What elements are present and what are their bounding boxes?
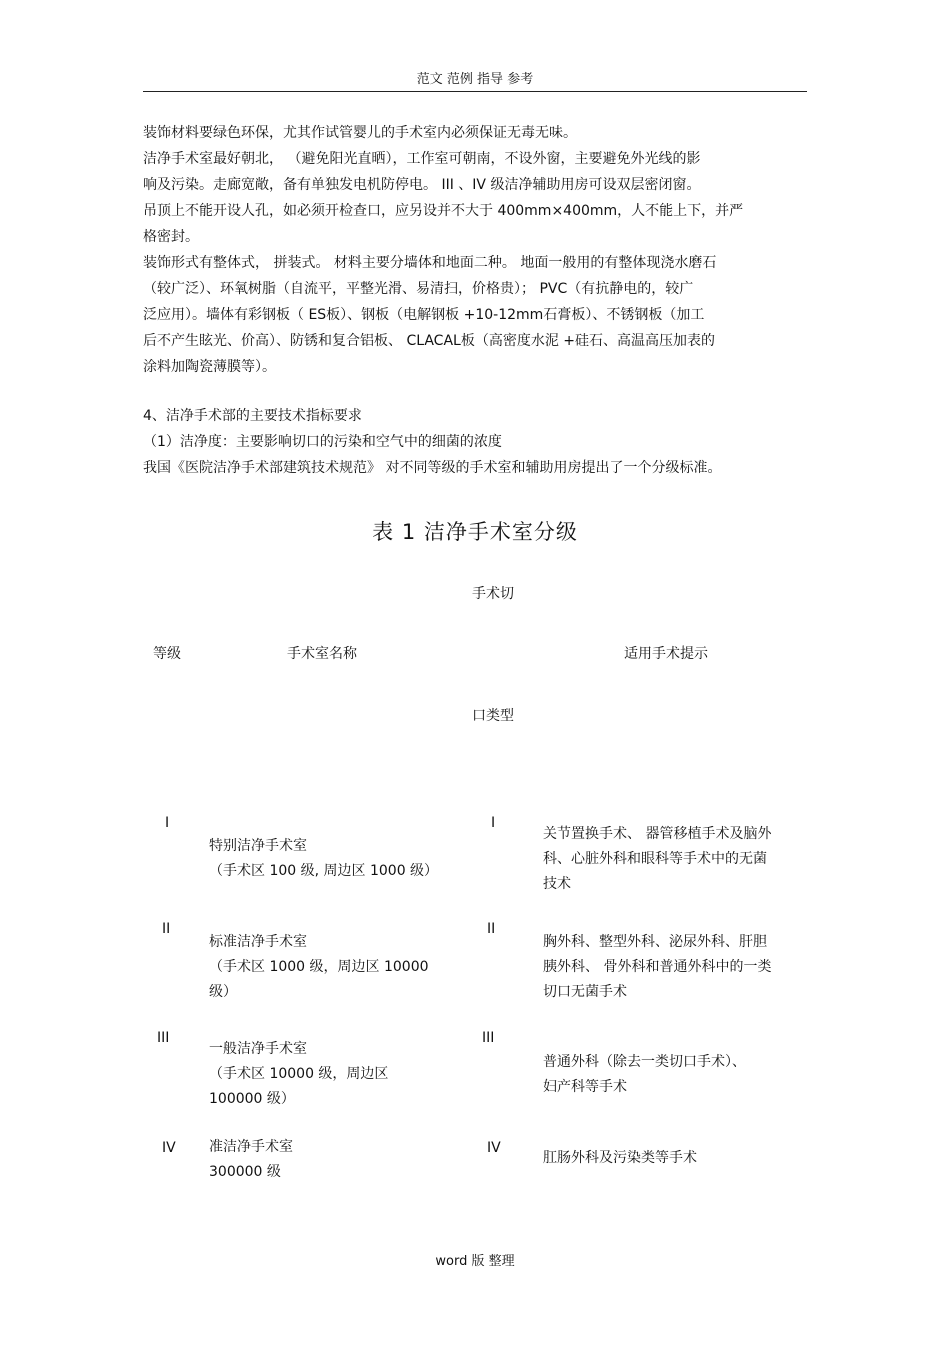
row-incision: IV [487,1140,501,1156]
row-room-name: 准洁净手术室 [209,1139,293,1155]
section-heading: 4、洁净手术部的主要技术指标要求 [143,408,362,424]
paragraph-line: 洁净手术室最好朝北， （避免阳光直晒），工作室可朝南，不设外窗，主要避免外光线的影 [143,151,701,167]
row-surgery: 切口无菌手术 [543,984,627,1000]
row-room-detail: 100000 级） [209,1091,295,1107]
page-footer: word 版 整理 [435,1254,515,1269]
row-level: IV [162,1140,176,1156]
row-level: II [162,921,171,937]
row-room-name: 特别洁净手术室 [209,838,307,854]
paragraph-line: 后不产生眩光、价高）、防锈和复合铝板、 CLACAL板（高密度水泥 +硅石、高温高压加表的 [143,333,716,349]
paragraph-line: 吊顶上不能开设人孔，如必须开检查口，应另设并不大于 400mm×400mm，人不能上下，并严 [143,203,744,219]
row-incision: II [487,921,496,937]
paragraph-line: 泛应用）。墙体有彩钢板（ ES板）、钢板（电解钢板 +10-12mm石膏板）、不锈钢板（加工 [143,307,705,323]
row-surgery: 妇产科等手术 [543,1079,627,1095]
row-room-detail: 级） [209,984,237,1000]
row-surgery: 肛肠外科及污染类等手术 [543,1150,697,1166]
paragraph-line: （较广泛）、环氧树脂（自流平，平整光滑、易清扫，价格贵）； PVC（有抗静电的，较广 [143,281,694,297]
section-subheading: （1）洁净度：主要影响切口的污染和空气中的细菌的浓度 [143,434,502,450]
paragraph-line: 格密封。 [143,229,199,245]
row-surgery: 关节置换手术、 器管移植手术及脑外 [543,826,772,842]
header-surgery: 适用手术提示 [624,646,708,662]
table-title: 表 1 洁净手术室分级 [372,520,578,544]
row-room-name: 标准洁净手术室 [209,934,307,950]
row-room-detail: （手术区 100 级, 周边区 1000 级） [209,863,439,879]
header-incision-line2: 口类型 [472,708,514,724]
body-paragraphs [143,120,807,380]
row-level: III [157,1030,170,1046]
row-surgery: 普通外科（除去一类切口手术）、 [543,1054,746,1070]
header-rule [143,91,807,92]
row-room-detail: （手术区 10000 级，周边区 [209,1066,389,1082]
paragraph-line: 装饰材料要绿色环保，尤其作试管婴儿的手术室内必须保证无毒无味。 [143,125,577,141]
row-surgery: 技术 [543,876,571,892]
row-incision: I [491,815,496,831]
page-header: 范文 范例 指导 参考 [416,72,534,87]
header-room-name: 手术室名称 [287,646,357,662]
row-surgery: 胰外科、 骨外科和普通外科中的一类 [543,959,772,975]
header-incision-line1: 手术切 [472,586,514,602]
row-room-detail: 300000 级 [209,1164,281,1180]
section-block [143,403,807,481]
paragraph-line: 响及污染。走廊宽敞，备有单独发电机防停电。 III 、IV 级洁净辅助用房可设双层密闭窗。 [143,177,701,193]
row-incision: III [482,1030,495,1046]
row-level: I [165,815,170,831]
paragraph-line: 装饰形式有整体式， 拼装式。 材料主要分墙体和地面二种。 地面一般用的有整体现浇水磨石 [143,255,717,271]
row-surgery: 科、心脏外科和眼科等手术中的无菌 [543,851,767,867]
header-level: 等级 [153,646,181,662]
section-intro: 我国《医院洁净手术部建筑技术规范》 对不同等级的手术室和辅助用房提出了一个分级标准。 [143,460,722,476]
paragraph-line: 涂料加陶瓷薄膜等）。 [143,359,276,375]
row-room-detail: （手术区 1000 级，周边区 10000 [209,959,429,975]
row-room-name: 一般洁净手术室 [209,1041,307,1057]
row-surgery: 胸外科、整型外科、泌尿外科、肝胆 [543,934,767,950]
